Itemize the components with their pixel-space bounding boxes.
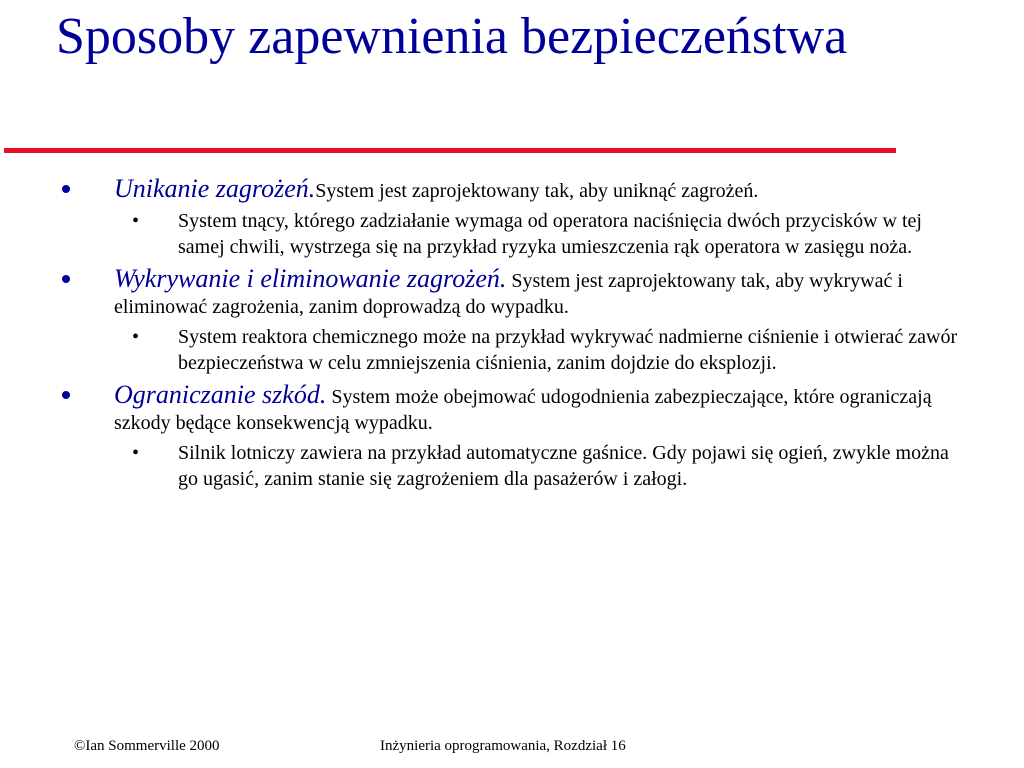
point-hazard-avoidance bbox=[0, 176, 1024, 260]
point-heading: Unikanie zagrożeń. bbox=[114, 174, 316, 203]
point-body: System jest zaprojektowany tak, aby uniknąć zagrożeń. bbox=[315, 180, 759, 202]
sub-point-text: Silnik lotniczy zawiera na przykład automatyczne gaśnice. Gdy pojawi się ogień, zwykle można go ugasić, zanim stanie się zagrożeniem dla pasażerów i załogi. bbox=[178, 442, 949, 490]
sub-point bbox=[132, 440, 964, 492]
bullet-dot-icon bbox=[62, 275, 70, 283]
point-text bbox=[114, 382, 952, 436]
bullet-dot-icon bbox=[62, 185, 70, 193]
sub-point bbox=[132, 324, 964, 376]
slide-title: Sposoby zapewnienia bezpieczeństwa bbox=[56, 8, 848, 65]
slide-content bbox=[0, 176, 1024, 498]
sub-bullet-icon: • bbox=[132, 442, 140, 464]
sub-bullet-icon: • bbox=[132, 210, 140, 232]
title-divider bbox=[4, 148, 896, 153]
point-text bbox=[114, 176, 952, 204]
sub-point-text: System reaktora chemicznego może na przykład wykrywać nadmierne ciśnienie i otwierać zawór bezpieczeństwa w celu zmniejszenia ciśnienia, zanim dojdzie do eksplozji. bbox=[178, 326, 958, 374]
sub-point bbox=[132, 208, 964, 260]
point-text bbox=[114, 266, 952, 320]
point-body: System jest zaprojektowany tak, aby wykrywać i eliminować zagrożenia, zanim doprowadzą do wypadku. bbox=[114, 270, 903, 318]
sub-bullet-icon: • bbox=[132, 326, 140, 348]
footer-copyright: ©Ian Sommerville 2000 bbox=[74, 738, 220, 754]
point-damage-limitation bbox=[0, 382, 1024, 492]
point-heading: Ograniczanie szkód. bbox=[114, 380, 327, 409]
bullet-dot-icon bbox=[62, 391, 70, 399]
point-body: System może obejmować udogodnienia zabezpieczające, które ograniczają szkody będące konsekwencją wypadku. bbox=[114, 386, 932, 434]
point-hazard-detection bbox=[0, 266, 1024, 376]
sub-point-text: System tnący, którego zadziałanie wymaga od operatora naciśnięcia dwóch przycisków w tej samej chwili, wystrzega się na przykład ryzyka umieszczenia rąk operatora w zasięgu noża. bbox=[178, 210, 922, 258]
point-heading: Wykrywanie i eliminowanie zagrożeń. bbox=[114, 264, 507, 293]
footer-course-chapter: Inżynieria oprogramowania, Rozdział 16 bbox=[380, 738, 626, 754]
